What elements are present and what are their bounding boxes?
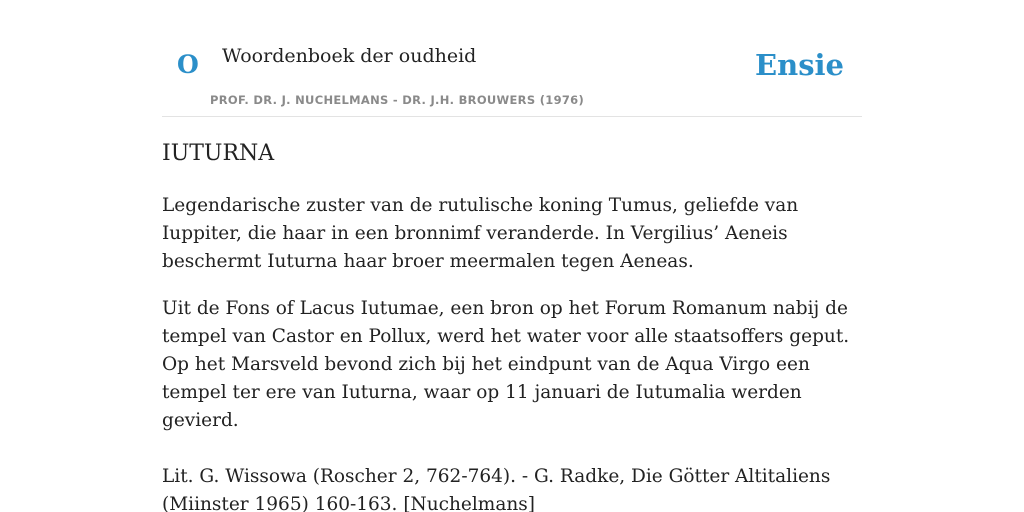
book-header (162, 0, 862, 117)
entry-paragraph: Legendarische zuster van de rutulische koning Tumus, geliefde van Iuppiter, die haar in een bronnimf veranderde. In Vergilius’ Aeneis beschermt Iuturna haar broer meermalen tegen Aeneas. (162, 195, 799, 272)
entry-paragraph: Uit de Fons of Lacus Iutumae, een bron op het Forum Romanum nabij de tempel van Castor en Pollux, werd het water voor alle staatsoffers geput. Op het Marsveld bevond zich bij het eindpunt van de Aqua Virgo een tempel ter ere van Iuturna, waar op 11 januari de Iutumalia werden gevierd. (162, 298, 850, 431)
book-letter-badge[interactable]: O (177, 50, 199, 79)
literature-reference: Lit. G. Wissowa (Roscher 2, 762-764). - G. Radke, Die Götter Altitaliens (Miinster 1965) 160-163. [Nuchelmans] (162, 466, 831, 512)
book-authors: PROF. DR. J. NUCHELMANS - DR. J.H. BROUWERS (1976) (210, 93, 585, 107)
entry-title: IUTURNA (162, 141, 275, 166)
book-title-link[interactable]: Woordenboek der oudheid (222, 45, 477, 67)
ensie-logo-link[interactable]: Ensie (755, 48, 844, 82)
entry-content (162, 192, 862, 512)
